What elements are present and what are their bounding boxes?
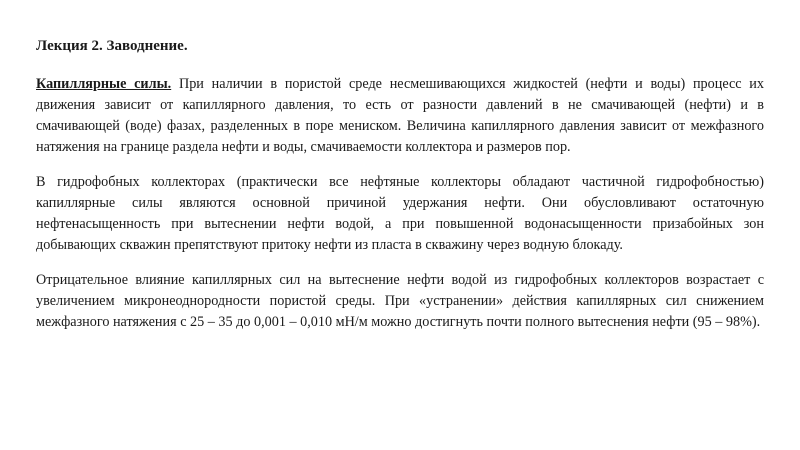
paragraph-lead-capillary-forces: Капиллярные силы. xyxy=(36,76,172,92)
lecture-slide xyxy=(36,36,764,347)
slide-title: Лекция 2. Заводнение. xyxy=(36,38,188,54)
paragraph-negative-influence: Отрицательное влияние капиллярных сил на вытеснение нефти водой из гидрофобных коллекторов возрастает с увеличением микронеоднородности пористой среды. При «устранении» действия капиллярных сил снижением межфазного натяжения с 25 – 35 до 0,001 – 0,010 мН/м можно достигнуть почти полного вытеснения нефти (95 – 98%). xyxy=(36,272,764,330)
paragraph-hydrophobic-reservoirs: В гидрофобных коллекторах (практически все нефтяные коллекторы обладают частичной гидрофобностью) капиллярные силы являются основной причиной удержания нефти. Они обусловливают остаточную нефтенасыщенность при вытеснении нефти водой, а при повышенной водонасыщенности призабойных зон добывающих скважин препятствуют притоку нефти из пласта в скважину через водную блокаду. xyxy=(36,174,764,253)
paragraph-body-capillary-forces: При наличии в пористой среде несмешивающихся жидкостей (нефти и воды) процесс их движения зависит от капиллярного давления, то есть от разности давлений в не смачивающей (нефти) и в смачивающей (воде) фазах, разделенных в поре мениском. Величина капиллярного давления зависит от межфазного натяжения на границе раздела нефти и воды, смачиваемости коллектора и размеров пор. xyxy=(36,76,764,155)
paragraph-capillary-forces xyxy=(36,74,764,158)
